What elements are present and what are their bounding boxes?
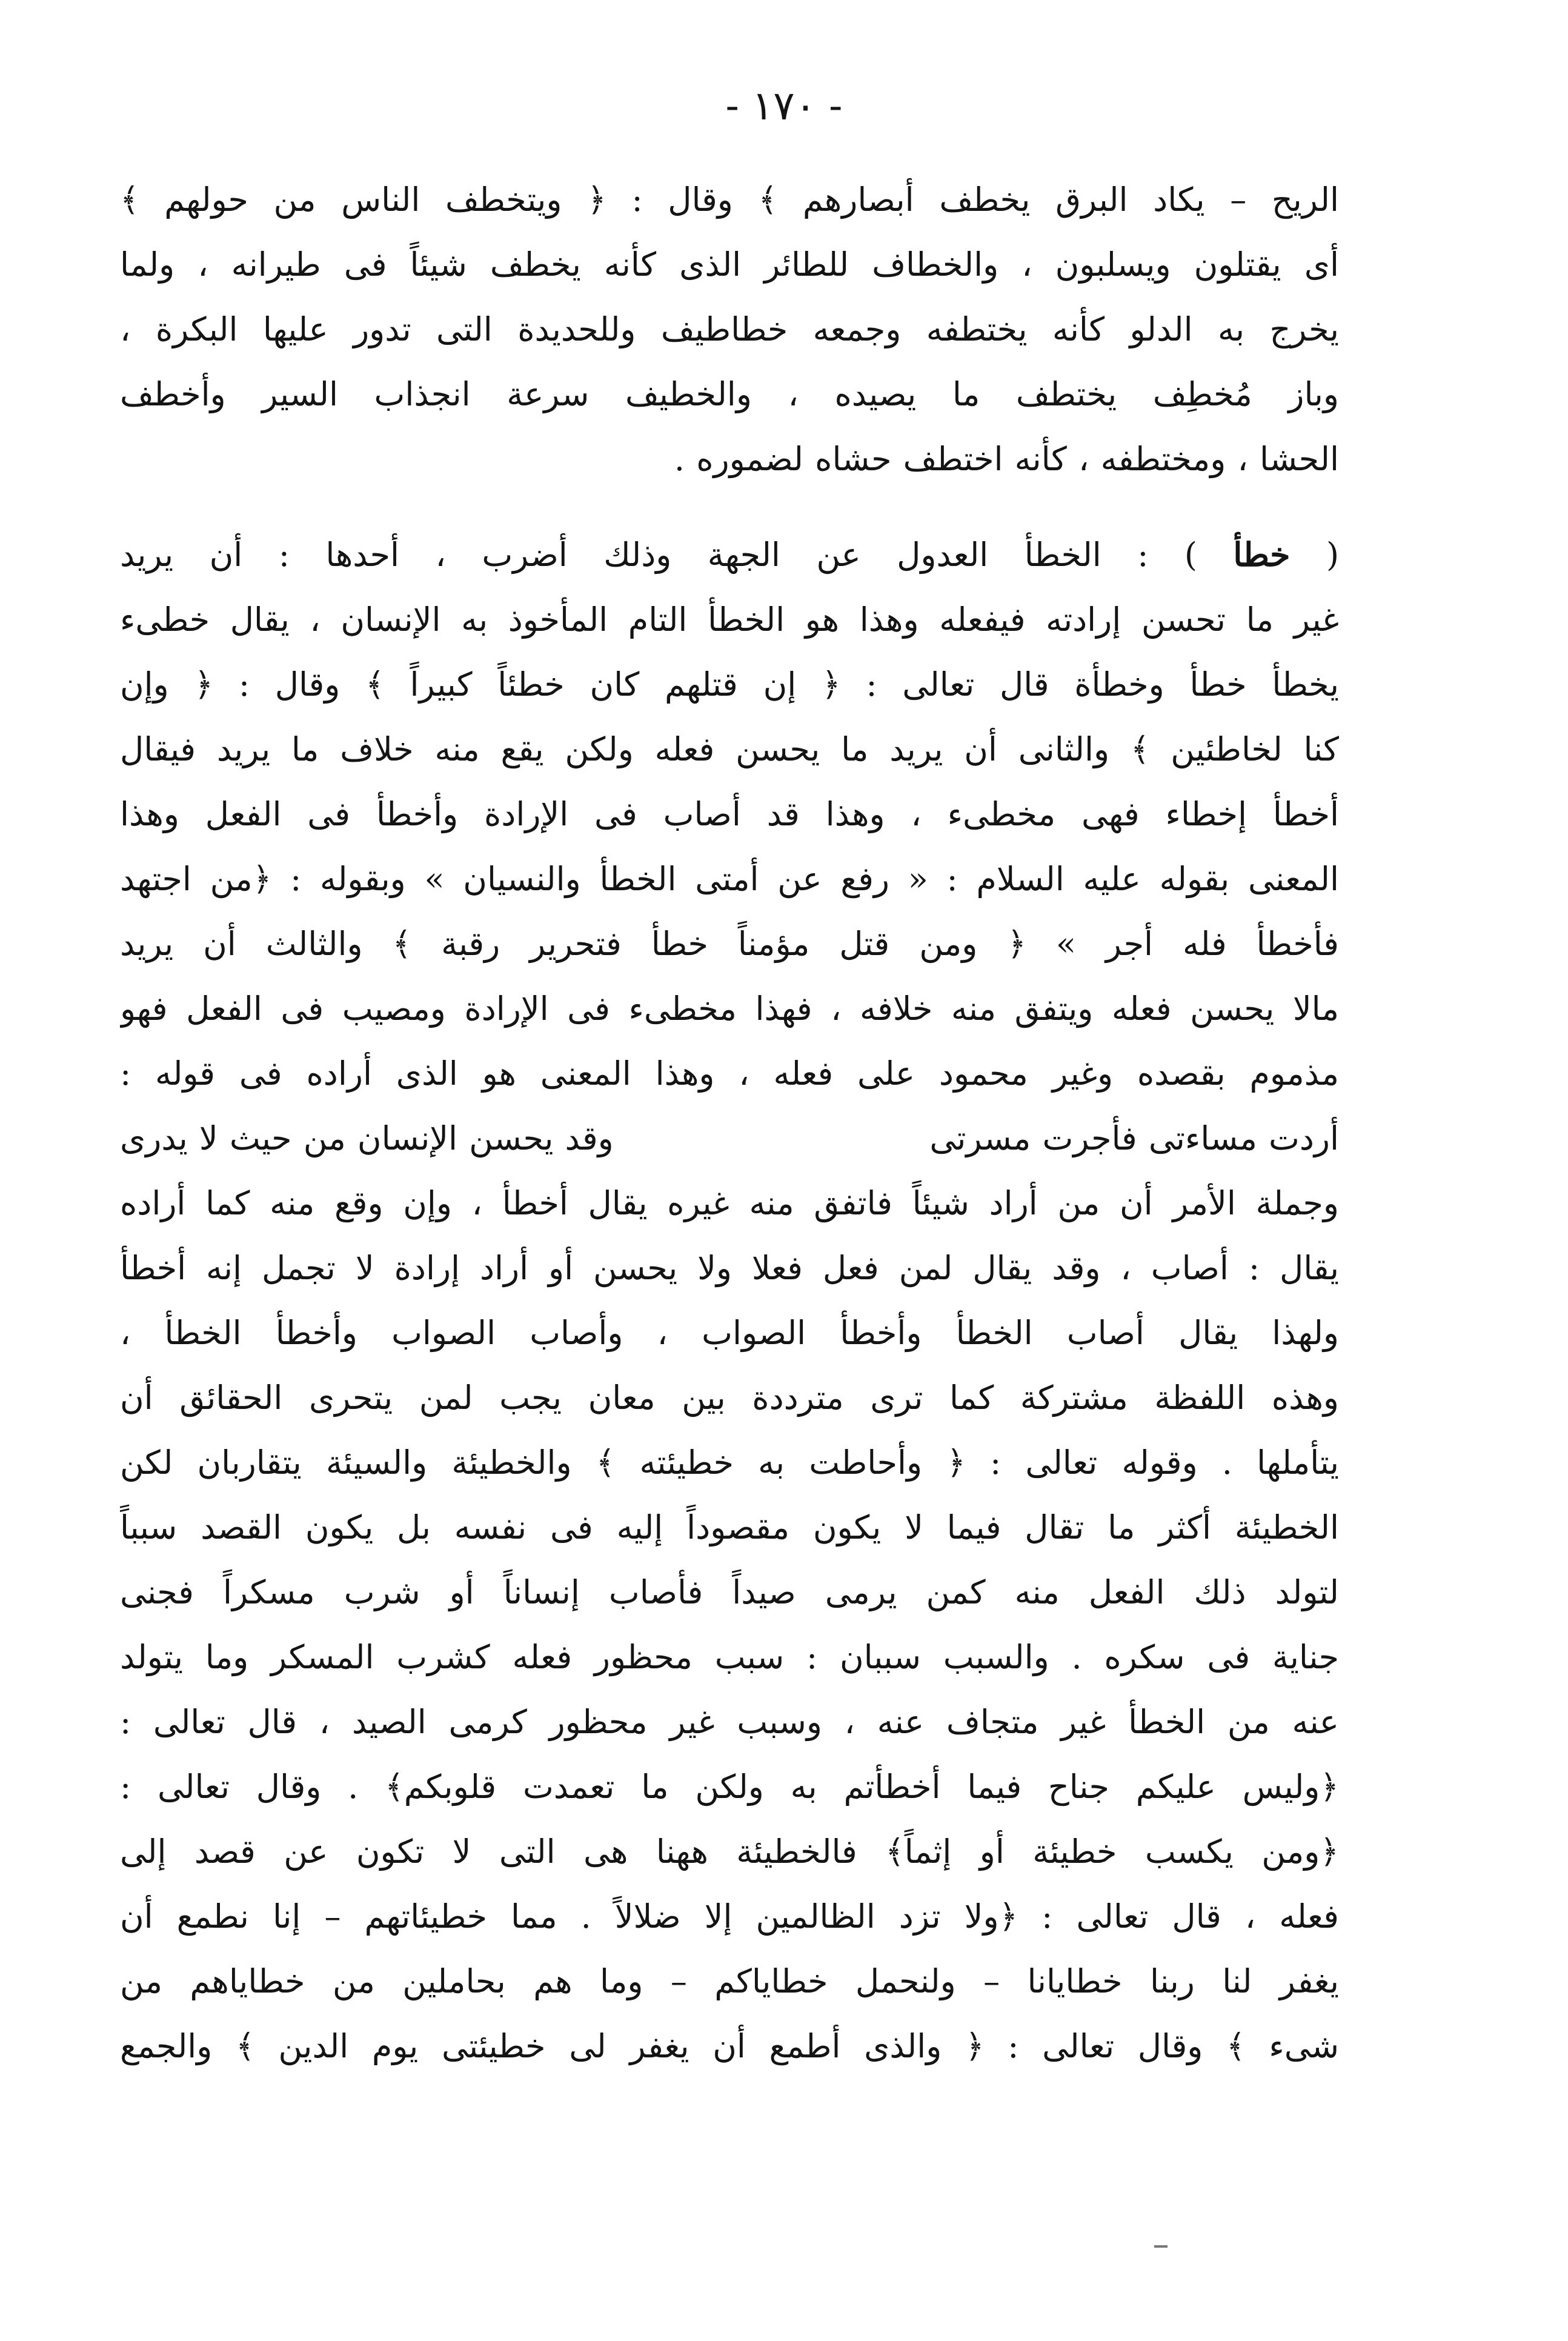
text-line: المعنى بقوله عليه السلام : « رفع عن أمتى الخطأ والنسيان » وبقوله : ﴿من اجتهد — [120, 860, 1339, 898]
entry-close-paren: ) — [1184, 536, 1234, 574]
page-number: - ١٧٠ - — [725, 82, 843, 129]
text-line: جناية فى سكره . والسبب سببان : سبب محظور فعله كشرب المسكر وما يتولد — [120, 1638, 1339, 1676]
text-line: عنه من الخطأ غير متجاف عنه ، وسبب غير محظور كرمى الصيد ، قال تعالى : — [120, 1703, 1339, 1741]
text-line: ﴿ومن يكسب خطيئة أو إثماً﴾ فالخطيئة ههنا هى التى لا تكون عن قصد إلى — [120, 1833, 1339, 1871]
text-line: ولهذا يقال أصاب الخطأ وأخطأ الصواب ، وأصاب الصواب وأخطأ الخطأ ، — [120, 1314, 1339, 1352]
entry-khata — [120, 522, 1339, 2079]
text-line: يخرج به الدلو كأنه يختطفه وجمعه خطاطيف وللحديدة التى تدور عليها البكرة ، — [120, 310, 1339, 348]
text-line: وجملة الأمر أن من أراد شيئاً فاتفق منه غيره يقال أخطأ ، وإن وقع منه كما أراده — [120, 1184, 1339, 1222]
text-line: لتولد ذلك الفعل منه كمن يرمى صيداً فأصاب إنساناً أو شرب مسكراً فجنى — [120, 1573, 1339, 1611]
text-line: ﴿وليس عليكم جناح فيما أخطأتم به ولكن ما تعمدت قلوبكم﴾ . وقال تعالى : — [120, 1768, 1339, 1806]
text-line: وهذه اللفظة مشتركة كما ترى مترددة بين معان يجب لمن يتحرى الحقائق أن — [120, 1379, 1339, 1417]
text-line: أخطأ إخطاء فهى مخطىء ، وهذا قد أصاب فى الإرادة وأخطأ فى الفعل وهذا — [120, 795, 1339, 833]
text-line: وباز مُخطِف يختطف ما يصيده ، والخطيف سرعة انجذاب السير وأخطف — [120, 375, 1339, 413]
text-line: أى يقتلون ويسلبون ، والخطاف للطائر الذى كأنه يخطف شيئاً فى طيرانه ، ولما — [120, 245, 1339, 284]
paragraph-continuation — [120, 167, 1339, 491]
text-line: الحشا ، ومختطفه ، كأنه اختطف حشاه لضموره . — [674, 440, 1339, 478]
text-line: يقال : أصاب ، وقد يقال لمن فعل فعلا ولا يحسن أو أراد إرادة لا تجمل إنه أخطأ — [120, 1249, 1339, 1287]
text-line: غير ما تحسن إرادته فيفعله وهذا هو الخطأ التام المأخوذ به الإنسان ، يقال خطىء — [120, 601, 1339, 639]
text-line: فعله ، قال تعالى : ﴿ولا تزد الظالمين إلا ضلالاً . مما خطيئاتهم – إنا نطمع أن — [120, 1897, 1339, 1936]
text-line: يخطأ خطأ وخطأة قال تعالى : ﴿ إن قتلهم كان خطئاً كبيراً ﴾ وقال : ﴿ وإن — [120, 665, 1339, 704]
text-line: الريح – يكاد البرق يخطف أبصارهم ﴾ وقال : ﴿ ويتخطف الناس من حولهم ﴾ — [120, 181, 1339, 219]
entry-first-line — [120, 522, 1339, 587]
text-line: مذموم بقصده وغير محمود على فعله ، وهذا المعنى هو الذى أراده فى قوله : — [120, 1054, 1339, 1093]
footer-mark — [1154, 2245, 1168, 2248]
entry-headword: خطأ — [1233, 535, 1291, 574]
poetry-verse — [120, 1106, 1339, 1171]
text-line: الخطيئة أكثر ما تقال فيما لا يكون مقصوداً إليه فى نفسه بل يكون القصد سبباً — [120, 1508, 1339, 1547]
verse-first-hemistich: أردت مساءتى فأجرت مسرتى — [929, 1119, 1339, 1157]
text-line: يتأملها . وقوله تعالى : ﴿ وأحاطت به خطيئته ﴾ والخطيئة والسيئة يتقاربان لكن — [120, 1444, 1339, 1482]
entry-first-line-text: : الخطأ العدول عن الجهة وذلك أضرب ، أحدها : أن يريد — [120, 536, 1184, 574]
text-line: مالا يحسن فعله ويتفق منه خلافه ، فهذا مخطىء فى الإرادة ومصيب فى الفعل فهو — [120, 990, 1339, 1028]
verse-second-hemistich: وقد يحسن الإنسان من حيث لا يدرى — [120, 1119, 614, 1157]
entry-open-paren: ( — [1290, 536, 1339, 574]
text-line: شىء ﴾ وقال تعالى : ﴿ والذى أطمع أن يغفر لى خطيئتى يوم الدين ﴾ والجمع — [120, 2027, 1339, 2065]
text-line: فأخطأ فله أجر » ﴿ ومن قتل مؤمناً خطأ فتحرير رقبة ﴾ والثالث أن يريد — [120, 925, 1339, 963]
text-line: كنا لخاطئين ﴾ والثانى أن يريد ما يحسن فعله ولكن يقع منه خلاف ما يريد فيقال — [120, 730, 1339, 768]
text-line: يغفر لنا ربنا خطايانا – ولنحمل خطاياكم – وما هم بحاملين من خطاياهم من — [120, 1962, 1339, 2000]
